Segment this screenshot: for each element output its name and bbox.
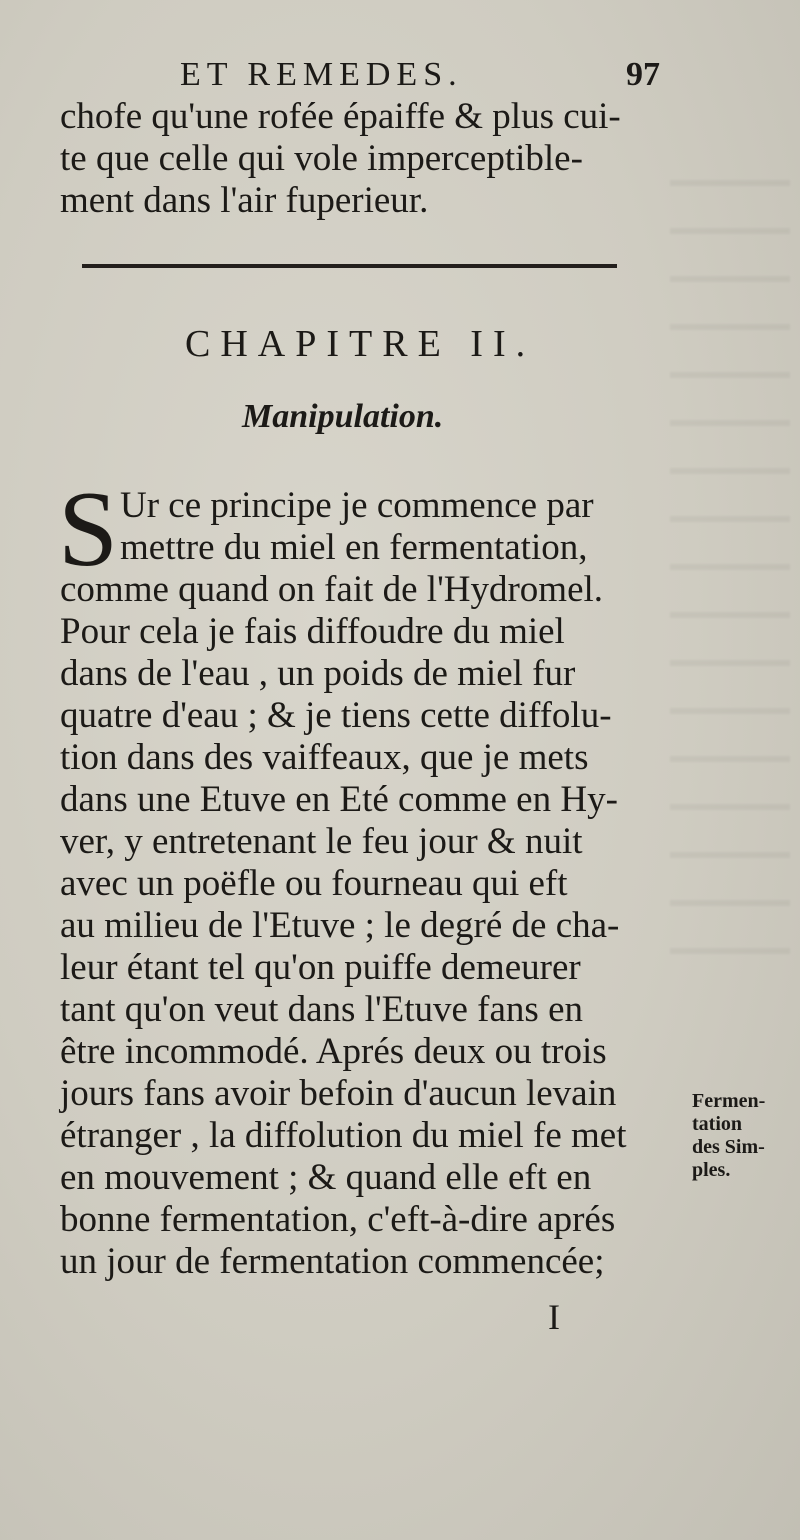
body-line: dans de l'eau , un poids de miel fur: [60, 653, 576, 694]
body-line: jours fans avoir befoin d'aucun levain: [60, 1073, 617, 1114]
body-line: Ur ce principe je commence par: [120, 485, 594, 526]
intro-line: ment dans l'air fuperieur.: [60, 180, 429, 221]
page-number: 97: [626, 56, 660, 93]
margin-note-line: tation: [692, 1113, 742, 1135]
running-head-title: ET REMEDES.: [180, 56, 463, 93]
body-line: être incommodé. Aprés deux ou trois: [60, 1031, 607, 1072]
body-line: mettre du miel en fermentation,: [120, 527, 588, 568]
body-line: avec un poëfle ou fourneau qui eft: [60, 863, 568, 904]
bleed-through-shadow: [670, 180, 790, 980]
intro-line: chofe qu'une rofée épaiffe & plus cui-: [60, 96, 621, 137]
body-line: tant qu'on veut dans l'Etuve fans en: [60, 989, 583, 1030]
intro-line: te que celle qui vole imperceptible-: [60, 138, 583, 179]
running-head: [180, 55, 660, 95]
body-line: leur étant tel qu'on puiffe demeurer: [60, 947, 581, 988]
signature-mark: I: [548, 1297, 560, 1337]
chapter-subtitle: Manipulation.: [242, 398, 444, 435]
chapter-heading: CHAPITRE II.: [185, 323, 536, 365]
drop-cap: S: [58, 470, 119, 589]
margin-note: [692, 1090, 792, 1182]
body-line: dans une Etuve en Eté comme en Hy-: [60, 779, 618, 820]
body-line: ver, y entretenant le feu jour & nuit: [60, 821, 583, 862]
margin-note-line: ples.: [692, 1159, 731, 1181]
body-line: en mouvement ; & quand elle eft en: [60, 1157, 592, 1198]
body-line: au milieu de l'Etuve ; le degré de cha-: [60, 905, 620, 946]
body-line: un jour de fermentation commencée;: [60, 1241, 605, 1282]
body-line: étranger , la diffolution du miel fe met: [60, 1115, 627, 1156]
body-line: comme quand on fait de l'Hydromel.: [60, 569, 604, 610]
body-line: tion dans des vaiffeaux, que je mets: [60, 737, 589, 778]
body-line: bonne fermentation, c'eft-à-dire aprés: [60, 1199, 616, 1240]
body-line: quatre d'eau ; & je tiens cette diffolu-: [60, 695, 612, 736]
margin-note-line: des Sim-: [692, 1136, 765, 1158]
body-line: Pour cela je fais diffoudre du miel: [60, 611, 565, 652]
section-divider-rule: [82, 264, 617, 268]
margin-note-line: Fermen-: [692, 1090, 766, 1112]
